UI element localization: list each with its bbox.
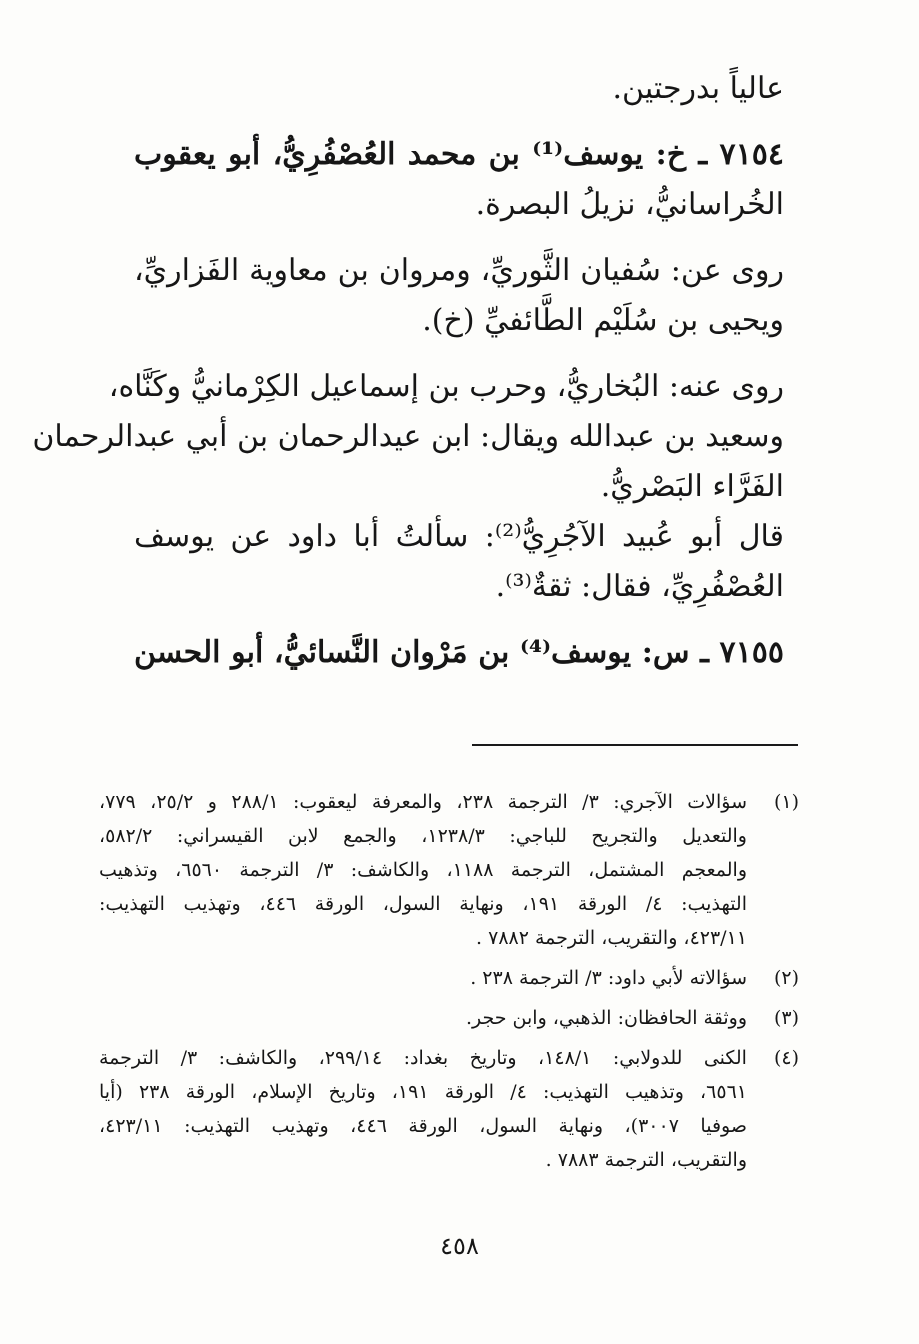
footnote-4 [99,1041,799,1177]
narrated-from-line-2: ويحيى بن سُلَيْم الطَّائفيِّ (خ). [422,303,784,338]
page-number: ٤٥٨ [440,1232,479,1260]
footnote-3 [99,1001,799,1035]
footnote-marker: (٤) [773,1047,799,1069]
footnote-line: صوفيا ٣٠٠٧)، ونهاية السول، الورقة ٤٤٦، وتهذيب التهذيب: ٤٢٣/١١، [99,1115,747,1137]
narrated-by-line-1: روى عنه: البُخاريُّ، وحرب بن إسماعيل الكِرْمانيُّ وكَنَّاه، [108,369,784,404]
footnote-line: والمعجم المشتمل، الترجمة ١١٨٨، والكاشف: ٣/ الترجمة ٦٥٦٠، وتذهيب [99,859,747,881]
entry-7154-heading-cont: الخُراسانيُّ، نزيلُ البصرة. [475,187,784,222]
footnote-line: ووثقة الحافظان: الذهبي، وابن حجر. [465,1007,747,1029]
footnote-line: سؤالات الآجري: ٣/ الترجمة ٢٣٨، والمعرفة ليعقوب: ٢٨٨/١ و ٢٥/٢، ٧٧٩، [99,791,747,813]
footnote-separator [472,744,798,746]
footnote-marker: (٣) [773,1007,799,1029]
continuation-line: عالياً بدرجتين. [612,71,784,106]
quote-line-1: قال أبو عُبيد الآجُرِيُّ⁽²⁾: سألتُ أبا داود عن يوسف [134,519,784,554]
entry-7154-heading: ٧١٥٤ ـ خ: يوسف⁽¹⁾ بن محمد العُصْفُرِيُّ، أبو يعقوب [134,137,784,172]
entry-7155-heading: ٧١٥٥ ـ س: يوسف⁽⁴⁾ بن مَرْوان النَّسائيُّ، أبو الحسن [134,635,784,670]
footnotes [99,785,799,1183]
footnote-line: ٦٥٦١، وتذهيب التهذيب: ٤/ الورقة ١٩١، وتاريخ الإسلام، الورقة ٢٣٨ (أيا [99,1081,747,1103]
quote-line-2: العُصْفُرِيِّ، فقال: ثقةٌ⁽³⁾. [495,569,784,604]
footnote-line: والتقريب، الترجمة ٧٨٨٣ . [545,1149,747,1171]
footnote-line: التهذيب: ٤/ الورقة ١٩١، ونهاية السول، الورقة ٤٤٦، وتهذيب التهذيب: [99,893,748,915]
footnote-2 [99,961,799,995]
footnote-line: ٤٢٣/١١، والتقريب، الترجمة ٧٨٨٢ . [476,927,747,949]
main-text [32,64,784,678]
footnote-1 [99,785,799,955]
footnote-line: سؤالاته لأبي داود: ٣/ الترجمة ٢٣٨ . [470,967,747,989]
narrated-from-line-1: روى عن: سُفيان الثَّوريِّ، ومروان بن معاوية الفَزاريِّ، [134,253,784,288]
footnote-marker: (٢) [773,967,799,989]
footnote-marker: (١) [773,791,799,813]
narrated-by-line-3: الفَرَّاء البَصْريُّ. [600,469,784,504]
footnote-line: الكنى للدولابي: ١٤٨/١، وتاريخ بغداد: ٢٩٩/١٤، والكاشف: ٣/ الترجمة [99,1047,747,1069]
footnote-line: والتعديل والتجريح للباجي: ١٢٣٨/٣، والجمع لابن القيسراني: ٥٨٢/٢، [99,825,747,847]
narrated-by-line-2: وسعيد بن عبدالله ويقال: ابن عيدالرحمان بن أبي عبدالرحمان [32,419,784,454]
